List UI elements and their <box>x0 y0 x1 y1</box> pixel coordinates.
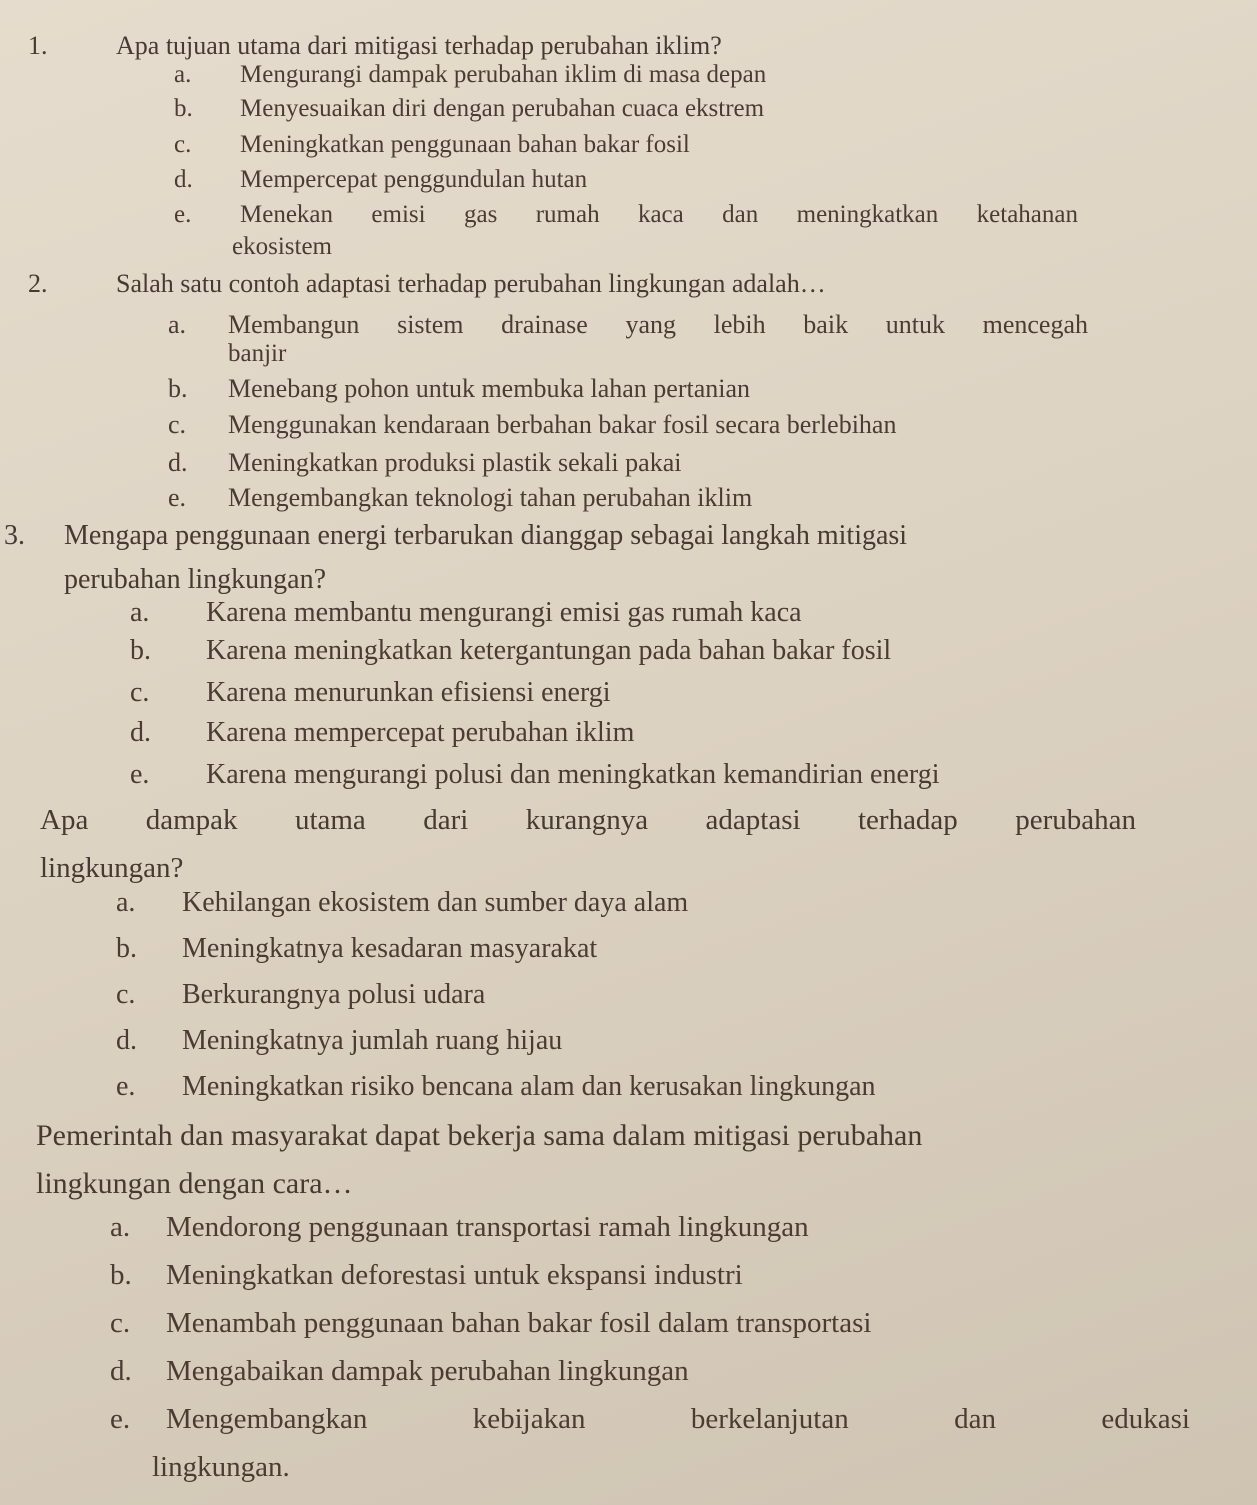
question-3 <box>4 518 907 554</box>
q4-option-b: b. Meningkatnya kesadaran masyarakat <box>116 933 598 964</box>
q5-option-b: b. Meningkatkan deforestasi untuk ekspansi industri <box>110 1259 743 1291</box>
q2-option-d: d. Meningkatkan produksi plastik sekali pakai <box>168 448 682 477</box>
q5-option-e-continuation: lingkungan. <box>152 1451 290 1483</box>
q4-option-a: a. Kehilangan ekosistem dan sumber daya alam <box>116 887 689 918</box>
question-text: Pemerintah dan masyarakat dapat bekerja sama dalam mitigasi perubahan <box>36 1119 923 1152</box>
q1-option-b: b. Menyesuaikan diri dengan perubahan cuaca ekstrem <box>174 95 765 122</box>
q5-option-e: e. Mengembangkan kebijakan berkelanjutan dan edukasi <box>110 1403 1190 1435</box>
q3-option-d: d. Karena mempercepat perubahan iklim <box>130 717 635 748</box>
question-number: 1. <box>28 31 48 60</box>
q2-option-b: b. Menebang pohon untuk membuka lahan pertanian <box>168 374 751 403</box>
q3-option-c: c. Karena menurunkan efisiensi energi <box>130 677 611 708</box>
q1-option-e: e. Menekan emisi gas rumah kaca dan meningkatkan ketahanan <box>174 201 1078 228</box>
q2-option-a: a. Membangun sistem drainase yang lebih baik untuk mencegah <box>168 310 1088 339</box>
question-number: 3. <box>4 520 25 551</box>
question-text: Apa tujuan utama dari mitigasi terhadap perubahan iklim? <box>116 31 722 60</box>
q2-option-a-continuation: banjir <box>228 340 287 367</box>
q2-option-c: c. Menggunakan kendaraan berbahan bakar fosil secara berlebihan <box>168 410 897 439</box>
question-text: Salah satu contoh adaptasi terhadap perubahan lingkungan adalah… <box>116 269 826 298</box>
q1-option-e-continuation: ekosistem <box>232 233 332 260</box>
q5-option-c: c. Menambah penggunaan bahan bakar fosil dalam transportasi <box>110 1307 872 1339</box>
question-4-continuation: lingkungan? <box>40 852 184 884</box>
q1-option-c: c. Meningkatkan penggunaan bahan bakar fosil <box>174 131 690 158</box>
q4-option-d: d. Meningkatnya jumlah ruang hijau <box>116 1025 563 1056</box>
question-2 <box>28 266 826 302</box>
q5-option-d: d. Mengabaikan dampak perubahan lingkungan <box>110 1355 689 1387</box>
q3-option-a: a. Karena membantu mengurangi emisi gas rumah kaca <box>130 597 802 628</box>
question-3-continuation: perubahan lingkungan? <box>64 564 327 595</box>
q1-option-d: d. Mempercepat penggundulan hutan <box>174 166 588 193</box>
q3-option-b: b. Karena meningkatkan ketergantungan pada bahan bakar fosil <box>130 635 892 666</box>
question-4 <box>40 802 1136 838</box>
q4-option-c: c. Berkurangnya polusi udara <box>116 979 486 1010</box>
q1-option-a: a. Mengurangi dampak perubahan iklim di masa depan <box>174 61 767 88</box>
question-number: 2. <box>28 269 48 298</box>
q2-option-e: e. Mengembangkan teknologi tahan perubahan iklim <box>168 483 753 512</box>
q3-option-e: e. Karena mengurangi polusi dan meningkatkan kemandirian energi <box>130 759 940 790</box>
q4-option-e: e. Meningkatkan risiko bencana alam dan kerusakan lingkungan <box>116 1071 876 1102</box>
question-5-continuation: lingkungan dengan cara… <box>36 1167 353 1200</box>
question-text: Apa dampak utama dari kurangnya adaptasi terhadap perubahan <box>40 804 1136 836</box>
question-5 <box>36 1118 922 1154</box>
q5-option-a: a. Mendorong penggunaan transportasi ramah lingkungan <box>110 1211 809 1243</box>
question-text: Mengapa penggunaan energi terbarukan dianggap sebagai langkah mitigasi <box>64 520 908 551</box>
